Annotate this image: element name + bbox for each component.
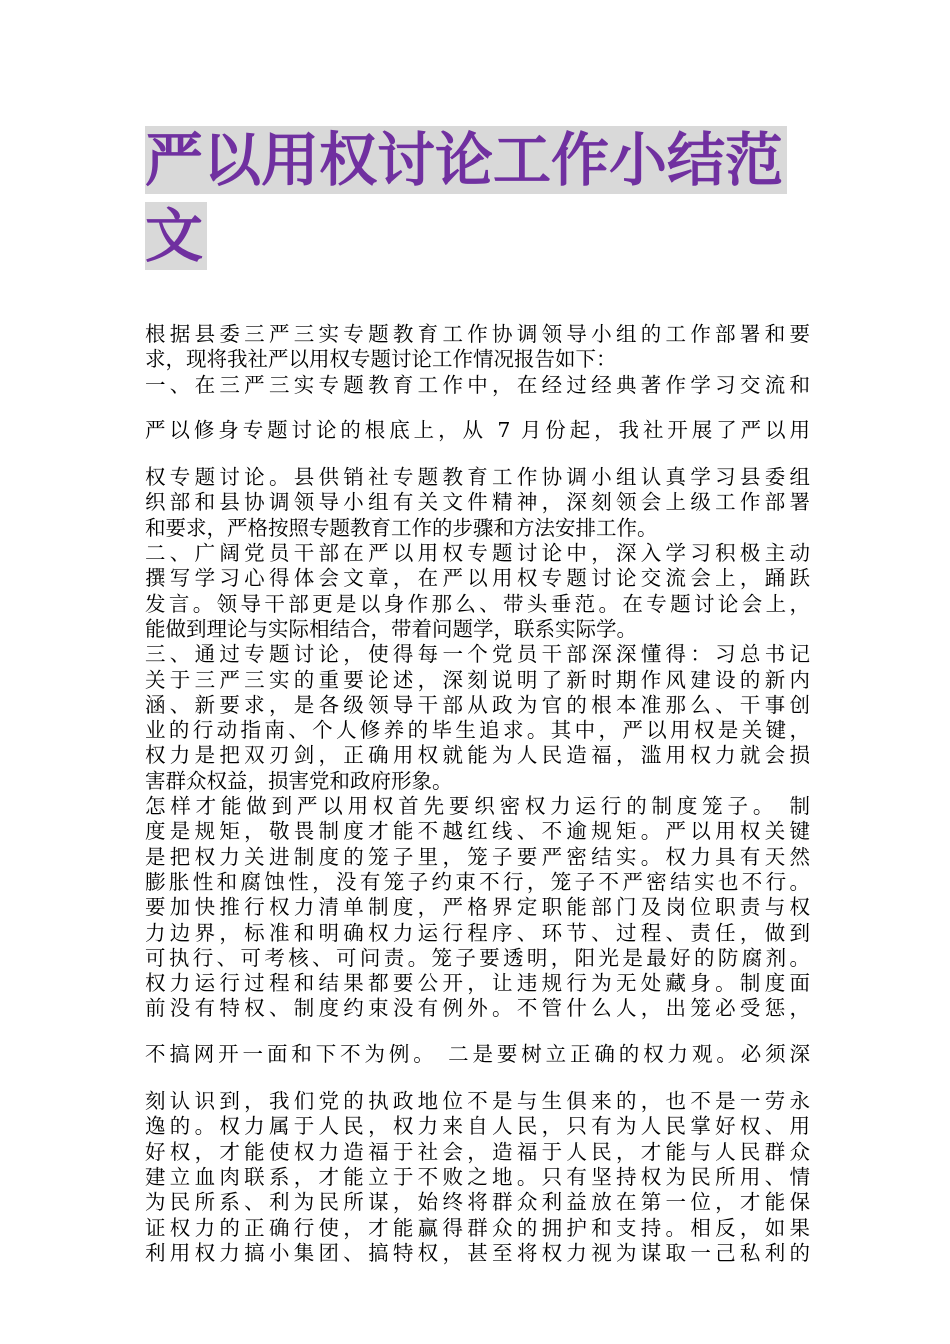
body-line: 逸的。权力属于人民，权力来自人民，只有为人民掌好权、用 (145, 1114, 810, 1139)
body-line: 权专题讨论。县供销社专题教育工作协调小组认真学习县委组 (145, 465, 810, 490)
body-line: 可执行、可考核、可问责。笼子要透明，阳光是最好的防腐剂。 (145, 945, 810, 970)
body-line: 力边界，标准和明确权力运行程序、环节、过程、责任，做到 (145, 920, 810, 945)
body-line: 根据县委三严三实专题教育工作协调领导小组的工作部署和要 (145, 322, 810, 346)
body-line: 为民所系、利为民所谋，始终将群众利益放在第一位，才能保 (145, 1190, 810, 1215)
body-line: 建立血肉联系，才能立于不败之地。只有坚持权为民所用、情 (145, 1164, 810, 1189)
body-line: 织部和县协调领导小组有关文件精神，深刻领会上级工作部署 (145, 490, 810, 515)
body-line: 权力运行过程和结果都要公开，让违规行为无处藏身。制度面 (145, 971, 810, 996)
document-title (145, 126, 815, 270)
body-line: 一、在三严三实专题教育工作中，在经过经典著作学习交流和 (145, 372, 810, 397)
body-line: 求，现将我社严以用权专题讨论工作情况报告如下： (145, 347, 617, 372)
body-line: 不搞网开一面和下不为例。 二是要树立正确的权力观。必须深 (145, 1041, 810, 1066)
body-line: 好权，才能使权力造福于社会，造福于人民，才能与人民群众 (145, 1139, 810, 1164)
body-line: 怎样才能做到严以用权首先要织密权力运行的制度笼子。 制 (145, 794, 810, 819)
body-line: 前没有特权、制度约束没有例外。不管什么人，出笼必受惩， (145, 996, 810, 1021)
title-line-2: 文 (145, 202, 207, 270)
body-line: 害群众权益，损害党和政府形象。 (145, 768, 453, 793)
body-line: 能做到理论与实际相结合，带着问题学，联系实际学。 (145, 616, 637, 641)
body-line: 涵、新要求，是各级领导干部从政为官的根本准那么、干事创 (145, 692, 810, 717)
document-body (145, 322, 810, 1266)
body-line: 业的行动指南、个人修养的毕生追求。其中，严以用权是关键， (145, 718, 810, 743)
body-line: 撰写学习心得体会文章，在严以用权专题讨论交流会上，踊跃 (145, 566, 810, 591)
body-line: 发言。领导干部更是以身作那么、带头垂范。在专题讨论会上， (145, 591, 810, 616)
body-line: 和要求，严格按照专题教育工作的步骤和方法安排工作。 (145, 515, 658, 540)
body-line: 关于三严三实的重要论述，深刻说明了新时期作风建设的新内 (145, 667, 810, 692)
body-line: 是把权力关进制度的笼子里，笼子要严密结实。权力具有天然 (145, 844, 810, 869)
body-line: 膨胀性和腐蚀性，没有笼子约束不行，笼子不严密结实也不行。 (145, 869, 810, 894)
body-line: 三、通过专题讨论，使得每一个党员干部深深懂得：习总书记 (145, 642, 810, 667)
body-line: 权力是把双刃剑，正确用权就能为人民造福，滥用权力就会损 (145, 743, 810, 768)
body-line: 证权力的正确行使，才能赢得群众的拥护和支持。相反，如果 (145, 1215, 810, 1240)
body-line: 要加快推行权力清单制度，严格界定职能部门及岗位职责与权 (145, 895, 810, 920)
body-line: 利用权力搞小集团、搞特权，甚至将权力视为谋取一己私利的 (145, 1240, 810, 1265)
body-line: 度是规矩，敬畏制度才能不越红线、不逾规矩。严以用权关键 (145, 819, 810, 844)
title-line-1: 严以用权讨论工作小结范 (145, 126, 787, 194)
body-line: 刻认识到，我们党的执政地位不是与生俱来的，也不是一劳永 (145, 1089, 810, 1114)
body-line: 严以修身专题讨论的根底上，从 7 月份起，我社开展了严以用 (145, 417, 810, 442)
body-line: 二、广阔党员干部在严以用权专题讨论中，深入学习积极主动 (145, 541, 810, 566)
